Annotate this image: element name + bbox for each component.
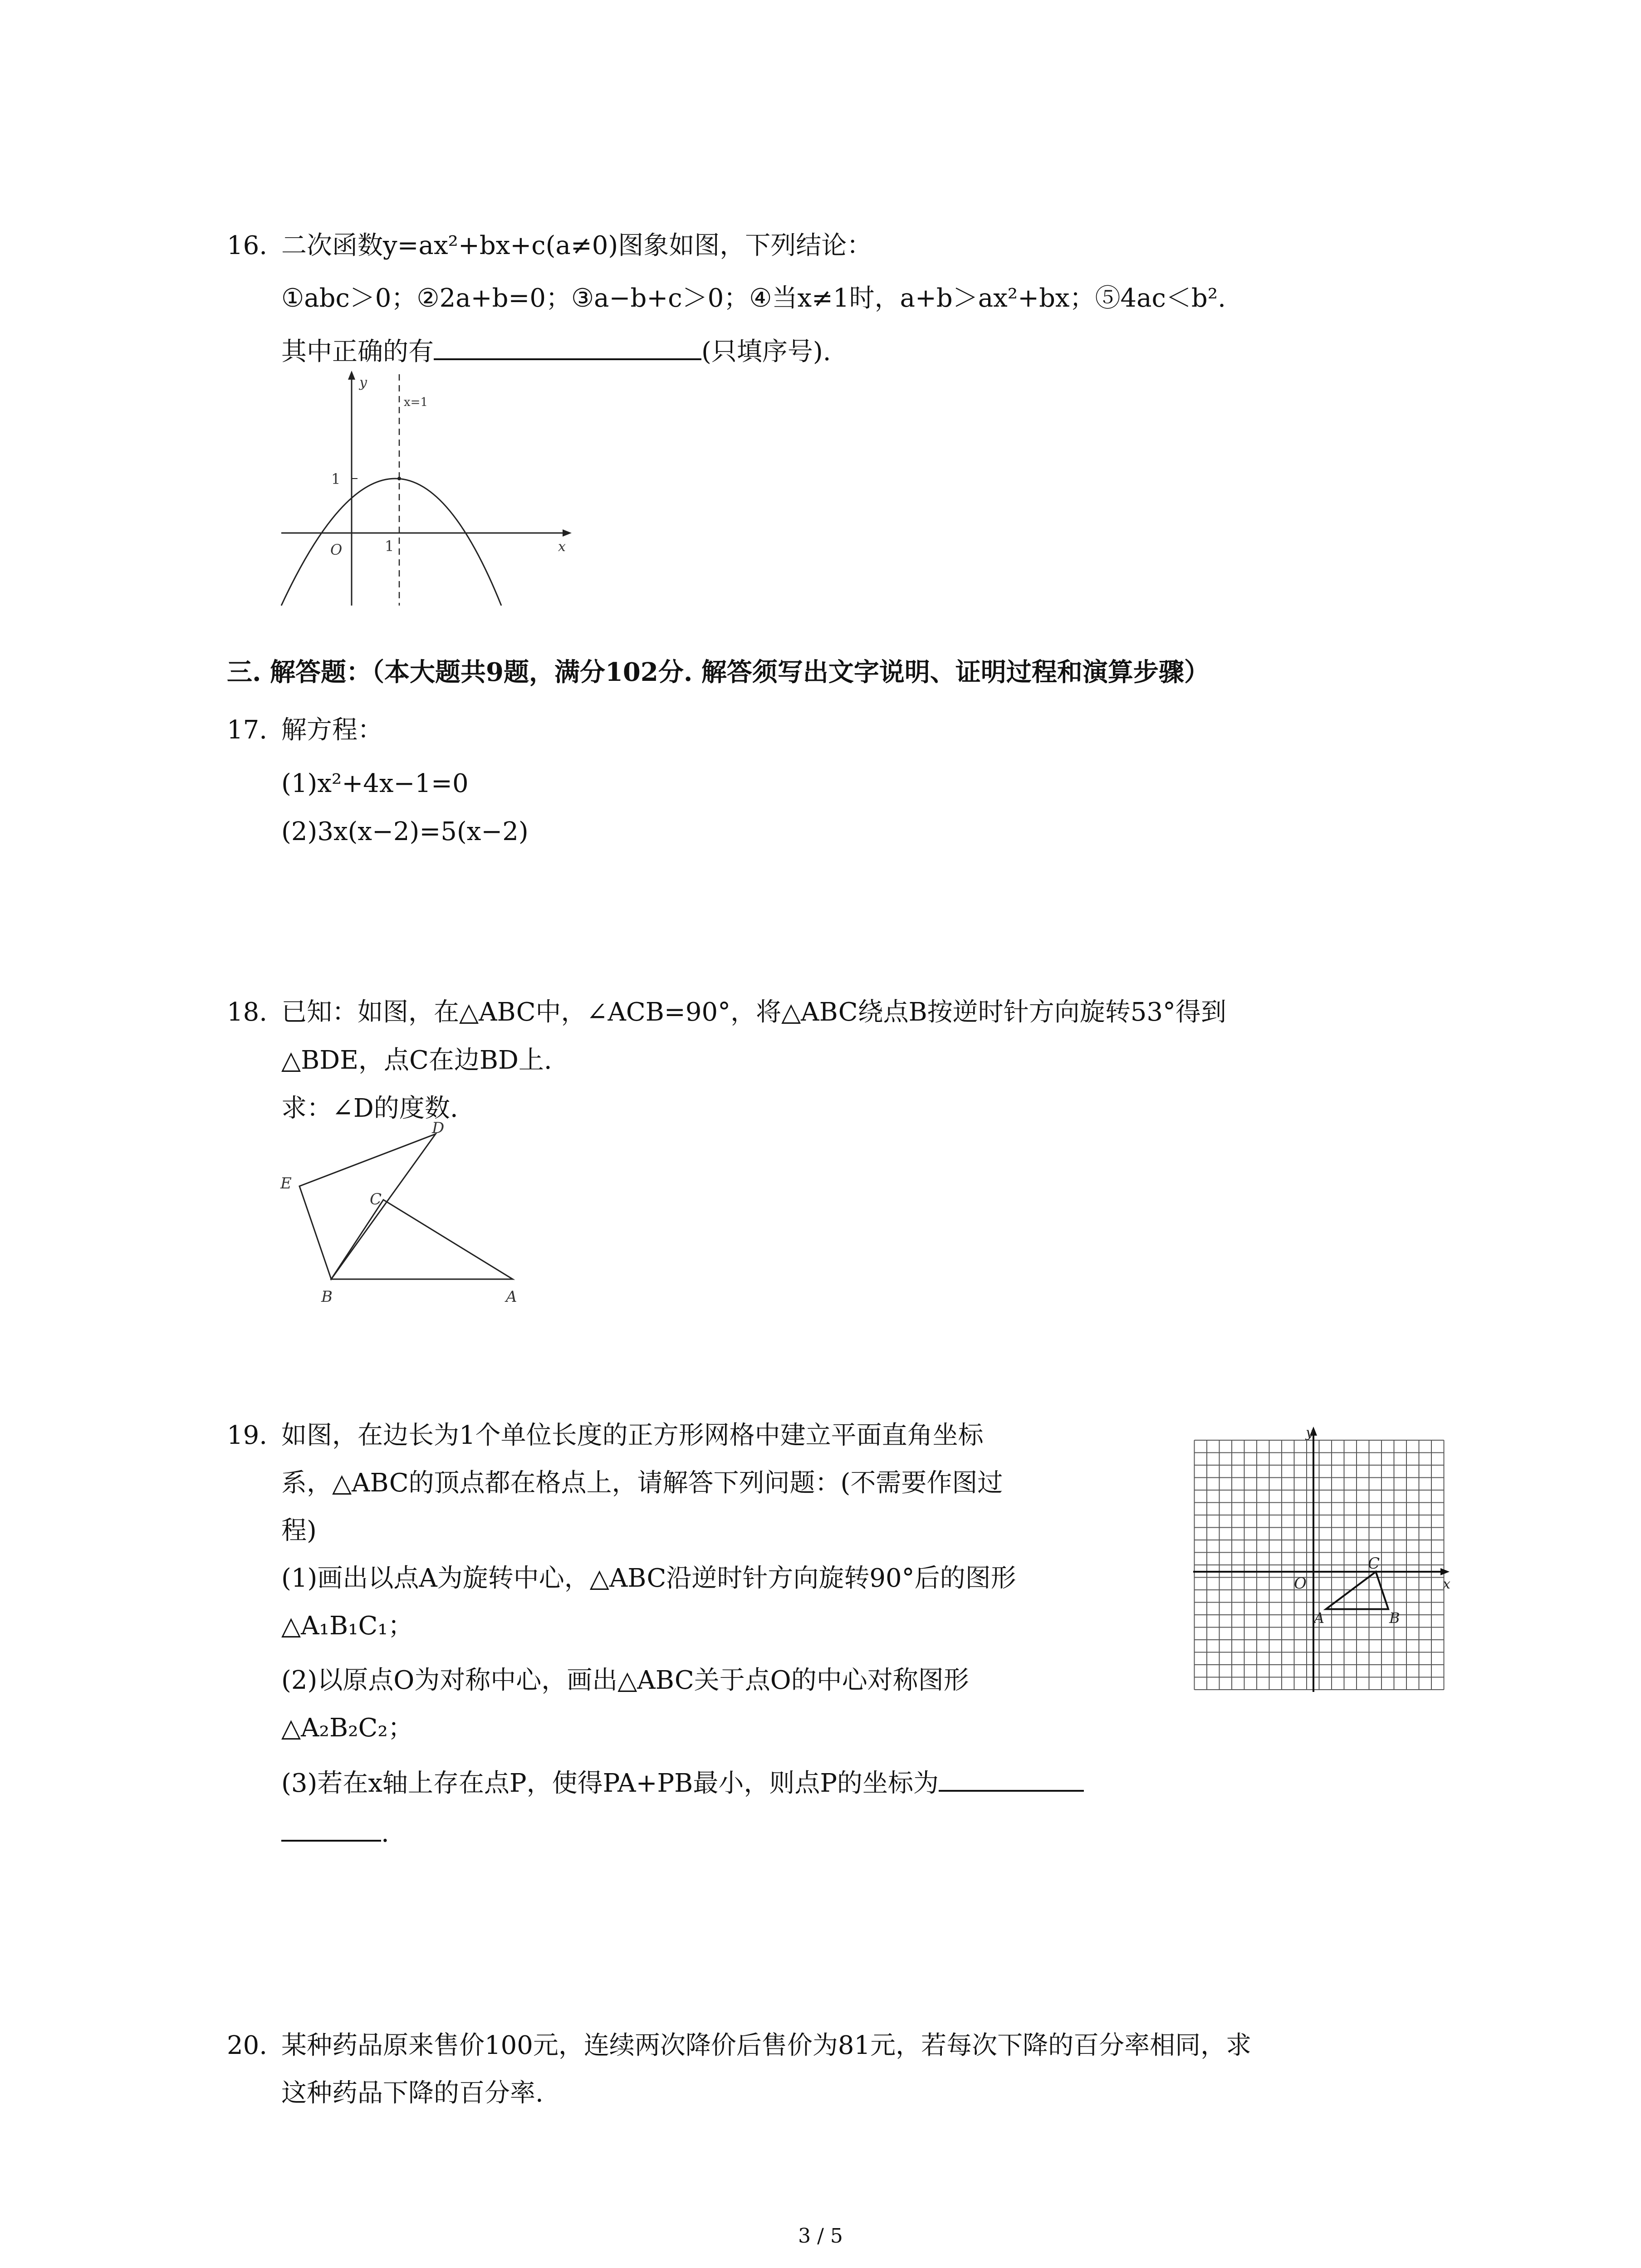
question-16-number: 16. [227,231,268,260]
y-axis-label: y [359,375,367,391]
axis-line-label: x=1 [404,396,428,409]
question-19-part3 [281,1765,1084,1802]
question-17-number: 17. [227,715,268,745]
question-19-line1: 如图，在边长为1个单位长度的正方形网格中建立平面直角坐标 [281,1421,984,1450]
question-19-part3-text: (3)若在x轴上存在点P，使得PA+PB最小，则点P的坐标为 [281,1769,939,1798]
triangle-rotation-figure [268,1120,549,1311]
question-17-part2: (2)3x(x−2)=5(x−2) [281,817,529,846]
grid-origin-label: O [1294,1574,1307,1593]
parabola-figure [272,370,590,610]
question-19-line3: 程) [281,1516,317,1545]
question-16-suffix: (只填序号). [701,337,831,367]
y-axis-arrow-icon [348,371,355,380]
question-19-part1-a: (1)画出以点A为旋转中心，△ABC沿逆时针方向旋转90°后的图形 [281,1564,1016,1593]
question-16-prefix: 其中正确的有 [281,337,434,367]
vertex-point [397,477,401,480]
grid-label-c: C [1368,1554,1380,1573]
question-19-part2-b: △A₂B₂C₂； [281,1713,413,1743]
answer-blank-16 [434,333,701,360]
x-axis-arrow-icon [563,529,572,537]
question-17-title: 解方程： [281,715,383,745]
question-20-line2: 这种药品下降的百分率. [281,2078,544,2108]
question-16-line2: ①abc＞0；②2a+b=0；③a−b+c＞0；④当x≠1时，a+b＞ax²+bx；⑤4ac＜b². [281,284,1226,313]
question-18-line3: 求：∠D的度数. [281,1094,458,1123]
triangle-abc [331,1200,513,1279]
question-19-part1-b: △A₁B₁C₁； [281,1611,413,1641]
grid-x-axis-arrow-icon [1440,1568,1450,1575]
label-d: D [432,1120,445,1137]
triangle-bde [299,1134,436,1279]
grid-y-label: y [1306,1425,1313,1441]
origin-label: O [330,541,343,558]
question-18-line2: △BDE，点C在边BD上. [281,1046,552,1075]
question-17-part1: (1)x²+4x−1=0 [281,769,469,798]
x-axis-label: x [558,539,566,555]
question-19-part2-a: (2)以原点O为对称中心，画出△ABC关于点O的中心对称图形 [281,1666,969,1695]
section-3-heading: 三. 解答题：（本大题共9题，满分102分. 解答须写出文字说明、证明过程和演算步骤） [227,657,1210,687]
page-number: 3 / 5 [798,2224,843,2248]
grid-label-a: A [1314,1609,1325,1627]
question-16-line3 [281,333,831,370]
answer-blank-19a [939,1765,1084,1792]
question-18-line1: 已知：如图，在△ABC中，∠ACB=90°，将△ABC绕点B按逆时针方向旋转53°得到 [281,997,1227,1027]
question-20-line1: 某种药品原来售价100元，连续两次降价后售价为81元，若每次下降的百分率相同，求 [281,2031,1252,2060]
question-19-part3-end: . [381,1818,389,1848]
label-b: B [321,1288,333,1306]
answer-blank-19b [281,1814,381,1842]
question-19-number: 19. [227,1421,268,1450]
y-tick-label: 1 [331,470,341,488]
question-19-part3-cont [281,1814,389,1852]
question-20-number: 20. [227,2031,268,2060]
question-18-number: 18. [227,997,268,1027]
question-19-line2: 系，△ABC的顶点都在格点上，请解答下列问题：(不需要作图过 [281,1468,1003,1498]
grid-label-b: B [1389,1609,1400,1627]
label-c: C [370,1190,382,1208]
label-a: A [506,1288,517,1306]
coordinate-grid-figure [1189,1424,1456,1696]
label-e: E [280,1174,292,1193]
question-16-line1: 二次函数y=ax²+bx+c(a≠0)图象如图，下列结论： [281,231,872,260]
x-tick-label: 1 [385,538,394,555]
grid-x-label: x [1443,1576,1450,1592]
